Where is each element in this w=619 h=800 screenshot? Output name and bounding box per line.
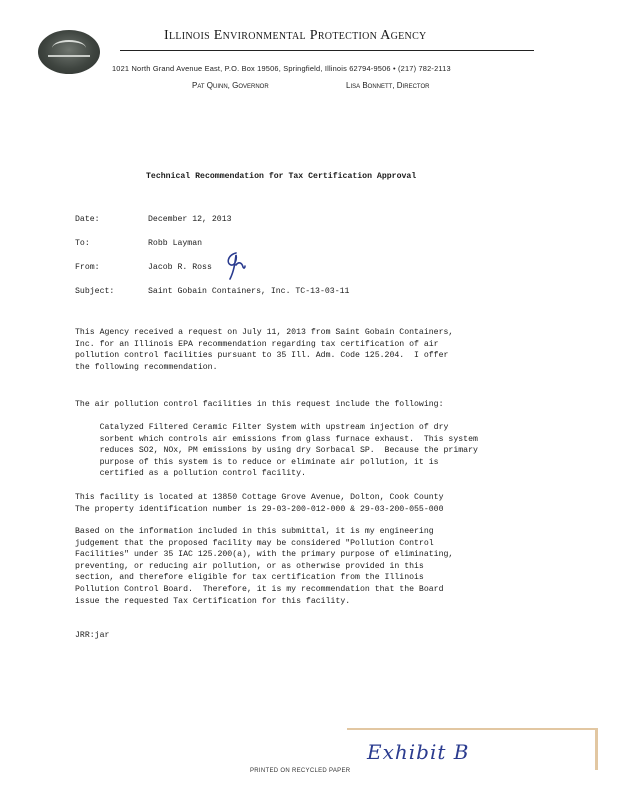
from-label: From: <box>75 263 100 272</box>
subject-label: Subject: <box>75 287 115 296</box>
agency-name: Illinois Environmental Protection Agency <box>164 28 427 43</box>
agency-address: 1021 North Grand Avenue East, P.O. Box 19506, Springfield, Illinois 62794-9506 • (217) 782-2113 <box>112 64 451 73</box>
facilities-intro: The air pollution control facilities in this request include the following: <box>75 400 444 409</box>
intro-paragraph: This Agency received a request on July 11, 2013 from Saint Gobain Containers, Inc. for an Illinois EPA recommendation regarding tax certification of air pollution control facilities pursuant to 35 Ill. Adm. Code 125.204. I offer the following recommendation. <box>75 328 454 372</box>
director-name: Lisa Bonnett, Director <box>346 81 430 90</box>
letterhead <box>0 0 619 100</box>
memo-title: Technical Recommendation for Tax Certification Approval <box>146 172 417 181</box>
facility-location: This facility is located at 13850 Cottage Grove Avenue, Dolton, Cook County The property identification number is 29-03-200-012-000 & 29-03-200-055-000 <box>75 493 444 514</box>
memo-date-row <box>75 214 232 226</box>
date-label: Date: <box>75 215 100 224</box>
recommendation-paragraph: Based on the information included in this submittal, it is my engineering judgement that the proposed facility may be considered "Pollution Control Facilities" under 35 IAC 125.200(a), with the primary purpose of eliminating, preventing, or reducing air pollution, or as otherwise provided in this section, and therefore eligible for tax certification from the Illinois Pollution Control Board. Therefore, it is my recommendation that the Board issue the requested Tax Certification for this facility. <box>75 527 454 606</box>
subject-value: Saint Gobain Containers, Inc. TC-13-03-11 <box>148 287 350 296</box>
letterhead-divider <box>120 50 534 51</box>
exhibit-label: Exhibit B <box>367 740 470 764</box>
typist-initials: JRR:jar <box>75 631 110 640</box>
governor-name: Pat Quinn, Governor <box>192 81 269 90</box>
to-label: To: <box>75 239 90 248</box>
memo-from-row <box>75 262 212 274</box>
exhibit-sticker <box>347 728 598 770</box>
from-value: Jacob R. Ross <box>148 263 212 272</box>
date-value: December 12, 2013 <box>148 215 232 224</box>
memo-to-row <box>75 238 202 250</box>
memo-subject-row <box>75 286 349 298</box>
officers-line <box>192 81 430 90</box>
illinois-epa-seal-icon <box>38 30 100 74</box>
to-value: Robb Layman <box>148 239 203 248</box>
facility-description: Catalyzed Filtered Ceramic Filter System with upstream injection of dry sorbent which controls air emissions from glass furnace exhaust. This system reduces SO2, NOx, PM emissions by using dry Sorbacal SP. Because the primary purpose of this system is to reduce or eliminate air pollution, it is certified as a pollution control facility. <box>99 423 478 479</box>
signature-initials <box>222 249 246 281</box>
recycled-paper-footer: PRINTED ON RECYCLED PAPER <box>250 768 351 774</box>
